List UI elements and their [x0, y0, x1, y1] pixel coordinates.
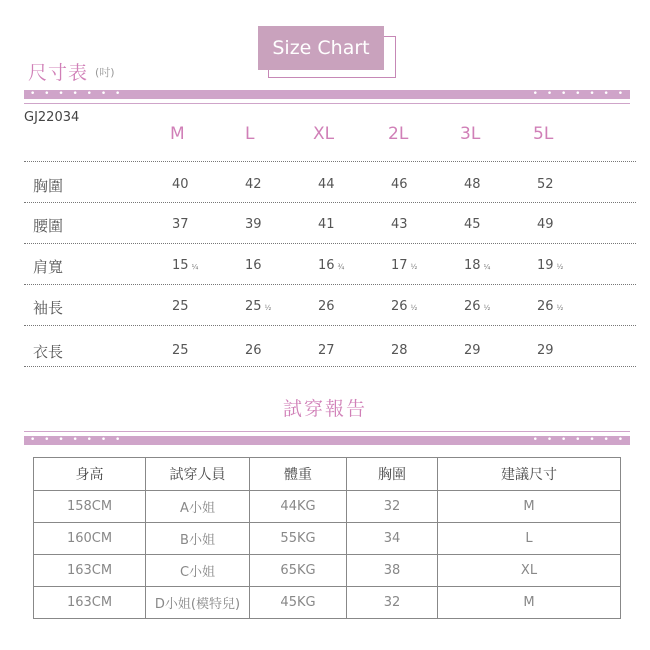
measurement-value — [172, 299, 189, 314]
value-number: 49 — [537, 217, 554, 232]
table-cell: 32 — [347, 587, 438, 619]
row-divider — [24, 325, 636, 326]
table-cell: 38 — [347, 555, 438, 587]
table-cell: M — [438, 491, 621, 523]
value-number: 19 — [537, 258, 554, 273]
column-header: 建議尺寸 — [438, 458, 621, 491]
value-number: 46 — [391, 177, 408, 192]
measurement-value — [318, 343, 335, 358]
measurement-value — [464, 177, 481, 192]
value-fraction: ¾ — [337, 263, 345, 271]
table-cell: 45KG — [250, 587, 347, 619]
table-cell: 163CM — [34, 555, 146, 587]
row-divider — [24, 284, 636, 285]
value-number: 42 — [245, 177, 262, 192]
value-number: 44 — [318, 177, 335, 192]
value-number: 16 — [318, 258, 335, 273]
measurement-value — [172, 258, 198, 273]
column-header: 體重 — [250, 458, 347, 491]
measurement-value — [245, 258, 262, 273]
value-number: 25 — [245, 299, 262, 314]
size-header: M — [170, 124, 185, 144]
table-row — [34, 491, 621, 523]
measurement-value — [172, 343, 189, 358]
size-header: XL — [313, 124, 335, 144]
measurement-value — [464, 258, 490, 273]
measurement-value — [245, 343, 262, 358]
value-number: 39 — [245, 217, 262, 232]
table-cell: 65KG — [250, 555, 347, 587]
measurement-value — [391, 217, 408, 232]
size-chart-title-cn: 尺寸表 — [28, 62, 89, 84]
table-cell: L — [438, 523, 621, 555]
measurement-value — [245, 177, 262, 192]
table-row — [34, 523, 621, 555]
measurement-label: 腰圍 — [33, 217, 64, 235]
table-cell: 160CM — [34, 523, 146, 555]
trial-report-table — [33, 457, 621, 619]
measurement-value — [391, 343, 408, 358]
measurement-value — [391, 299, 417, 314]
value-number: 52 — [537, 177, 554, 192]
value-fraction: ½ — [556, 263, 564, 271]
table-cell: 34 — [347, 523, 438, 555]
value-number: 16 — [245, 258, 262, 273]
size-header: 3L — [460, 124, 481, 144]
measurement-value — [318, 217, 335, 232]
value-number: 27 — [318, 343, 335, 358]
measurement-value — [464, 343, 481, 358]
measurement-value — [172, 217, 189, 232]
table-cell: B小姐 — [146, 523, 250, 555]
value-fraction: ½ — [556, 304, 564, 312]
measurement-value — [537, 343, 554, 358]
measurement-label: 肩寬 — [33, 258, 64, 276]
table-cell: D小姐(模特兒) — [146, 587, 250, 619]
column-header: 身高 — [34, 458, 146, 491]
value-number: 26 — [464, 299, 481, 314]
measurement-value — [391, 258, 417, 273]
measurement-value — [391, 177, 408, 192]
value-fraction: ½ — [410, 263, 418, 271]
column-header: 胸圍 — [347, 458, 438, 491]
band-dots-right: • • • • • • • — [532, 435, 626, 445]
value-number: 48 — [464, 177, 481, 192]
value-number: 43 — [391, 217, 408, 232]
measurement-value — [537, 177, 554, 192]
table-row — [34, 587, 621, 619]
measurement-label: 胸圍 — [33, 177, 64, 195]
measurement-value — [318, 299, 335, 314]
band-dots-left: • • • • • • • — [30, 89, 124, 99]
measurement-label: 衣長 — [33, 343, 64, 361]
report-title: 試穿報告 — [282, 398, 367, 420]
row-divider — [24, 366, 636, 367]
table-cell: 158CM — [34, 491, 146, 523]
unit-label: (吋) — [95, 66, 115, 79]
measurement-value — [172, 177, 189, 192]
row-divider — [24, 161, 636, 162]
value-number: 45 — [464, 217, 481, 232]
divider-line — [24, 431, 630, 432]
value-number: 18 — [464, 258, 481, 273]
decorative-band-top — [24, 90, 630, 99]
value-fraction: ½ — [410, 304, 418, 312]
table-cell: 32 — [347, 491, 438, 523]
value-number: 29 — [537, 343, 554, 358]
band-dots-left: • • • • • • • — [30, 435, 124, 445]
value-fraction: ½ — [483, 304, 491, 312]
measurement-value — [537, 217, 554, 232]
value-number: 37 — [172, 217, 189, 232]
size-header: L — [245, 124, 255, 144]
decorative-band-bottom — [24, 436, 630, 445]
table-cell: 44KG — [250, 491, 347, 523]
measurement-value — [245, 299, 271, 314]
measurement-value — [537, 258, 563, 273]
table-cell: 55KG — [250, 523, 347, 555]
value-number: 17 — [391, 258, 408, 273]
value-number: 26 — [318, 299, 335, 314]
value-fraction: ½ — [264, 304, 272, 312]
table-cell: C小姐 — [146, 555, 250, 587]
measurement-value — [464, 217, 481, 232]
table-cell: 163CM — [34, 587, 146, 619]
table-cell: M — [438, 587, 621, 619]
value-number: 40 — [172, 177, 189, 192]
value-number: 25 — [172, 299, 189, 314]
value-number: 29 — [464, 343, 481, 358]
table-cell: A小姐 — [146, 491, 250, 523]
value-fraction: ¼ — [483, 263, 491, 271]
value-fraction: ¼ — [191, 263, 199, 271]
column-header: 試穿人員 — [146, 458, 250, 491]
value-number: 41 — [318, 217, 335, 232]
measurement-value — [318, 177, 335, 192]
value-number: 26 — [245, 343, 262, 358]
measurement-value — [464, 299, 490, 314]
value-number: 25 — [172, 343, 189, 358]
value-number: 28 — [391, 343, 408, 358]
value-number: 26 — [537, 299, 554, 314]
measurement-label: 袖長 — [33, 299, 64, 317]
model-code: GJ22034 — [24, 110, 80, 125]
table-cell: XL — [438, 555, 621, 587]
measurement-value — [318, 258, 344, 273]
measurement-value — [537, 299, 563, 314]
row-divider — [24, 202, 636, 203]
size-header: 5L — [533, 124, 554, 144]
band-dots-right: • • • • • • • — [532, 89, 626, 99]
size-header: 2L — [388, 124, 409, 144]
measurement-value — [245, 217, 262, 232]
row-divider — [24, 243, 636, 244]
value-number: 26 — [391, 299, 408, 314]
table-row — [34, 555, 621, 587]
table-header-row — [34, 458, 621, 491]
divider-line — [24, 103, 630, 104]
size-chart-badge: Size Chart — [258, 26, 384, 70]
value-number: 15 — [172, 258, 189, 273]
